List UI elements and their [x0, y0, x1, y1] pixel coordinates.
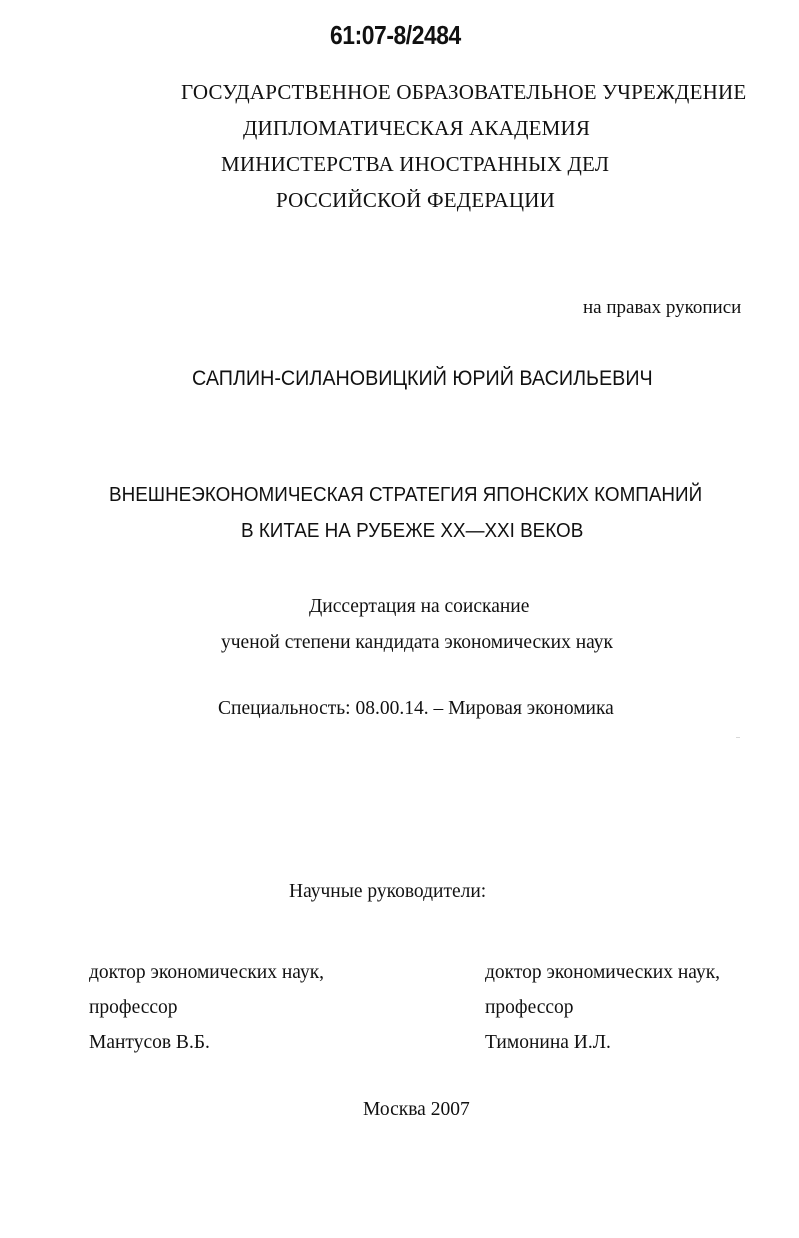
scan-speck [736, 737, 740, 738]
institution-block [0, 74, 799, 218]
supervisor-right [485, 955, 720, 1060]
supervisor-left-degree: доктор экономических наук, [89, 962, 325, 983]
supervisor-left-name: Мантусов В.Б. [89, 1032, 210, 1053]
dissertation-degree [0, 589, 799, 661]
title-line-1: ВНЕШНЕЭКОНОМИЧЕСКАЯ СТРАТЕГИЯ ЯПОНСКИХ КОМПАНИЙ [109, 483, 703, 506]
institution-line-2: ДИПЛОМАТИЧЕСКАЯ АКАДЕМИЯ [243, 116, 591, 140]
city-year: Москва 2007 [363, 1099, 470, 1120]
title-line-2: В КИТАЕ НА РУБЕЖЕ XX—XXI ВЕКОВ [241, 519, 584, 542]
supervisor-right-name: Тимонина И.Л. [485, 1032, 611, 1053]
supervisor-right-title: профессор [485, 997, 574, 1018]
supervisor-left-title: профессор [89, 997, 178, 1018]
supervisors-heading: Научные руководители: [289, 881, 487, 902]
author-name: САПЛИН-СИЛАНОВИЦКИЙ ЮРИЙ ВАСИЛЬЕВИЧ [192, 367, 653, 390]
supervisor-left [89, 955, 324, 1060]
specialty: Специальность: 08.00.14. – Мировая экономика [218, 698, 614, 719]
institution-line-3: МИНИСТЕРСТВА ИНОСТРАННЫХ ДЕЛ [221, 152, 610, 176]
catalog-number: 61:07-8/2484 [330, 20, 461, 50]
supervisor-right-degree: доктор экономических наук, [485, 962, 721, 983]
institution-line-4: РОССИЙСКОЙ ФЕДЕРАЦИИ [276, 188, 555, 212]
degree-line-2: ученой степени кандидата экономических наук [221, 632, 614, 653]
dissertation-title [0, 477, 799, 549]
manuscript-note: на правах рукописи [583, 297, 742, 318]
degree-line-1: Диссертация на соискание [309, 596, 530, 617]
institution-line-1: ГОСУДАРСТВЕННОЕ ОБРАЗОВАТЕЛЬНОЕ УЧРЕЖДЕНИЕ [181, 80, 747, 104]
